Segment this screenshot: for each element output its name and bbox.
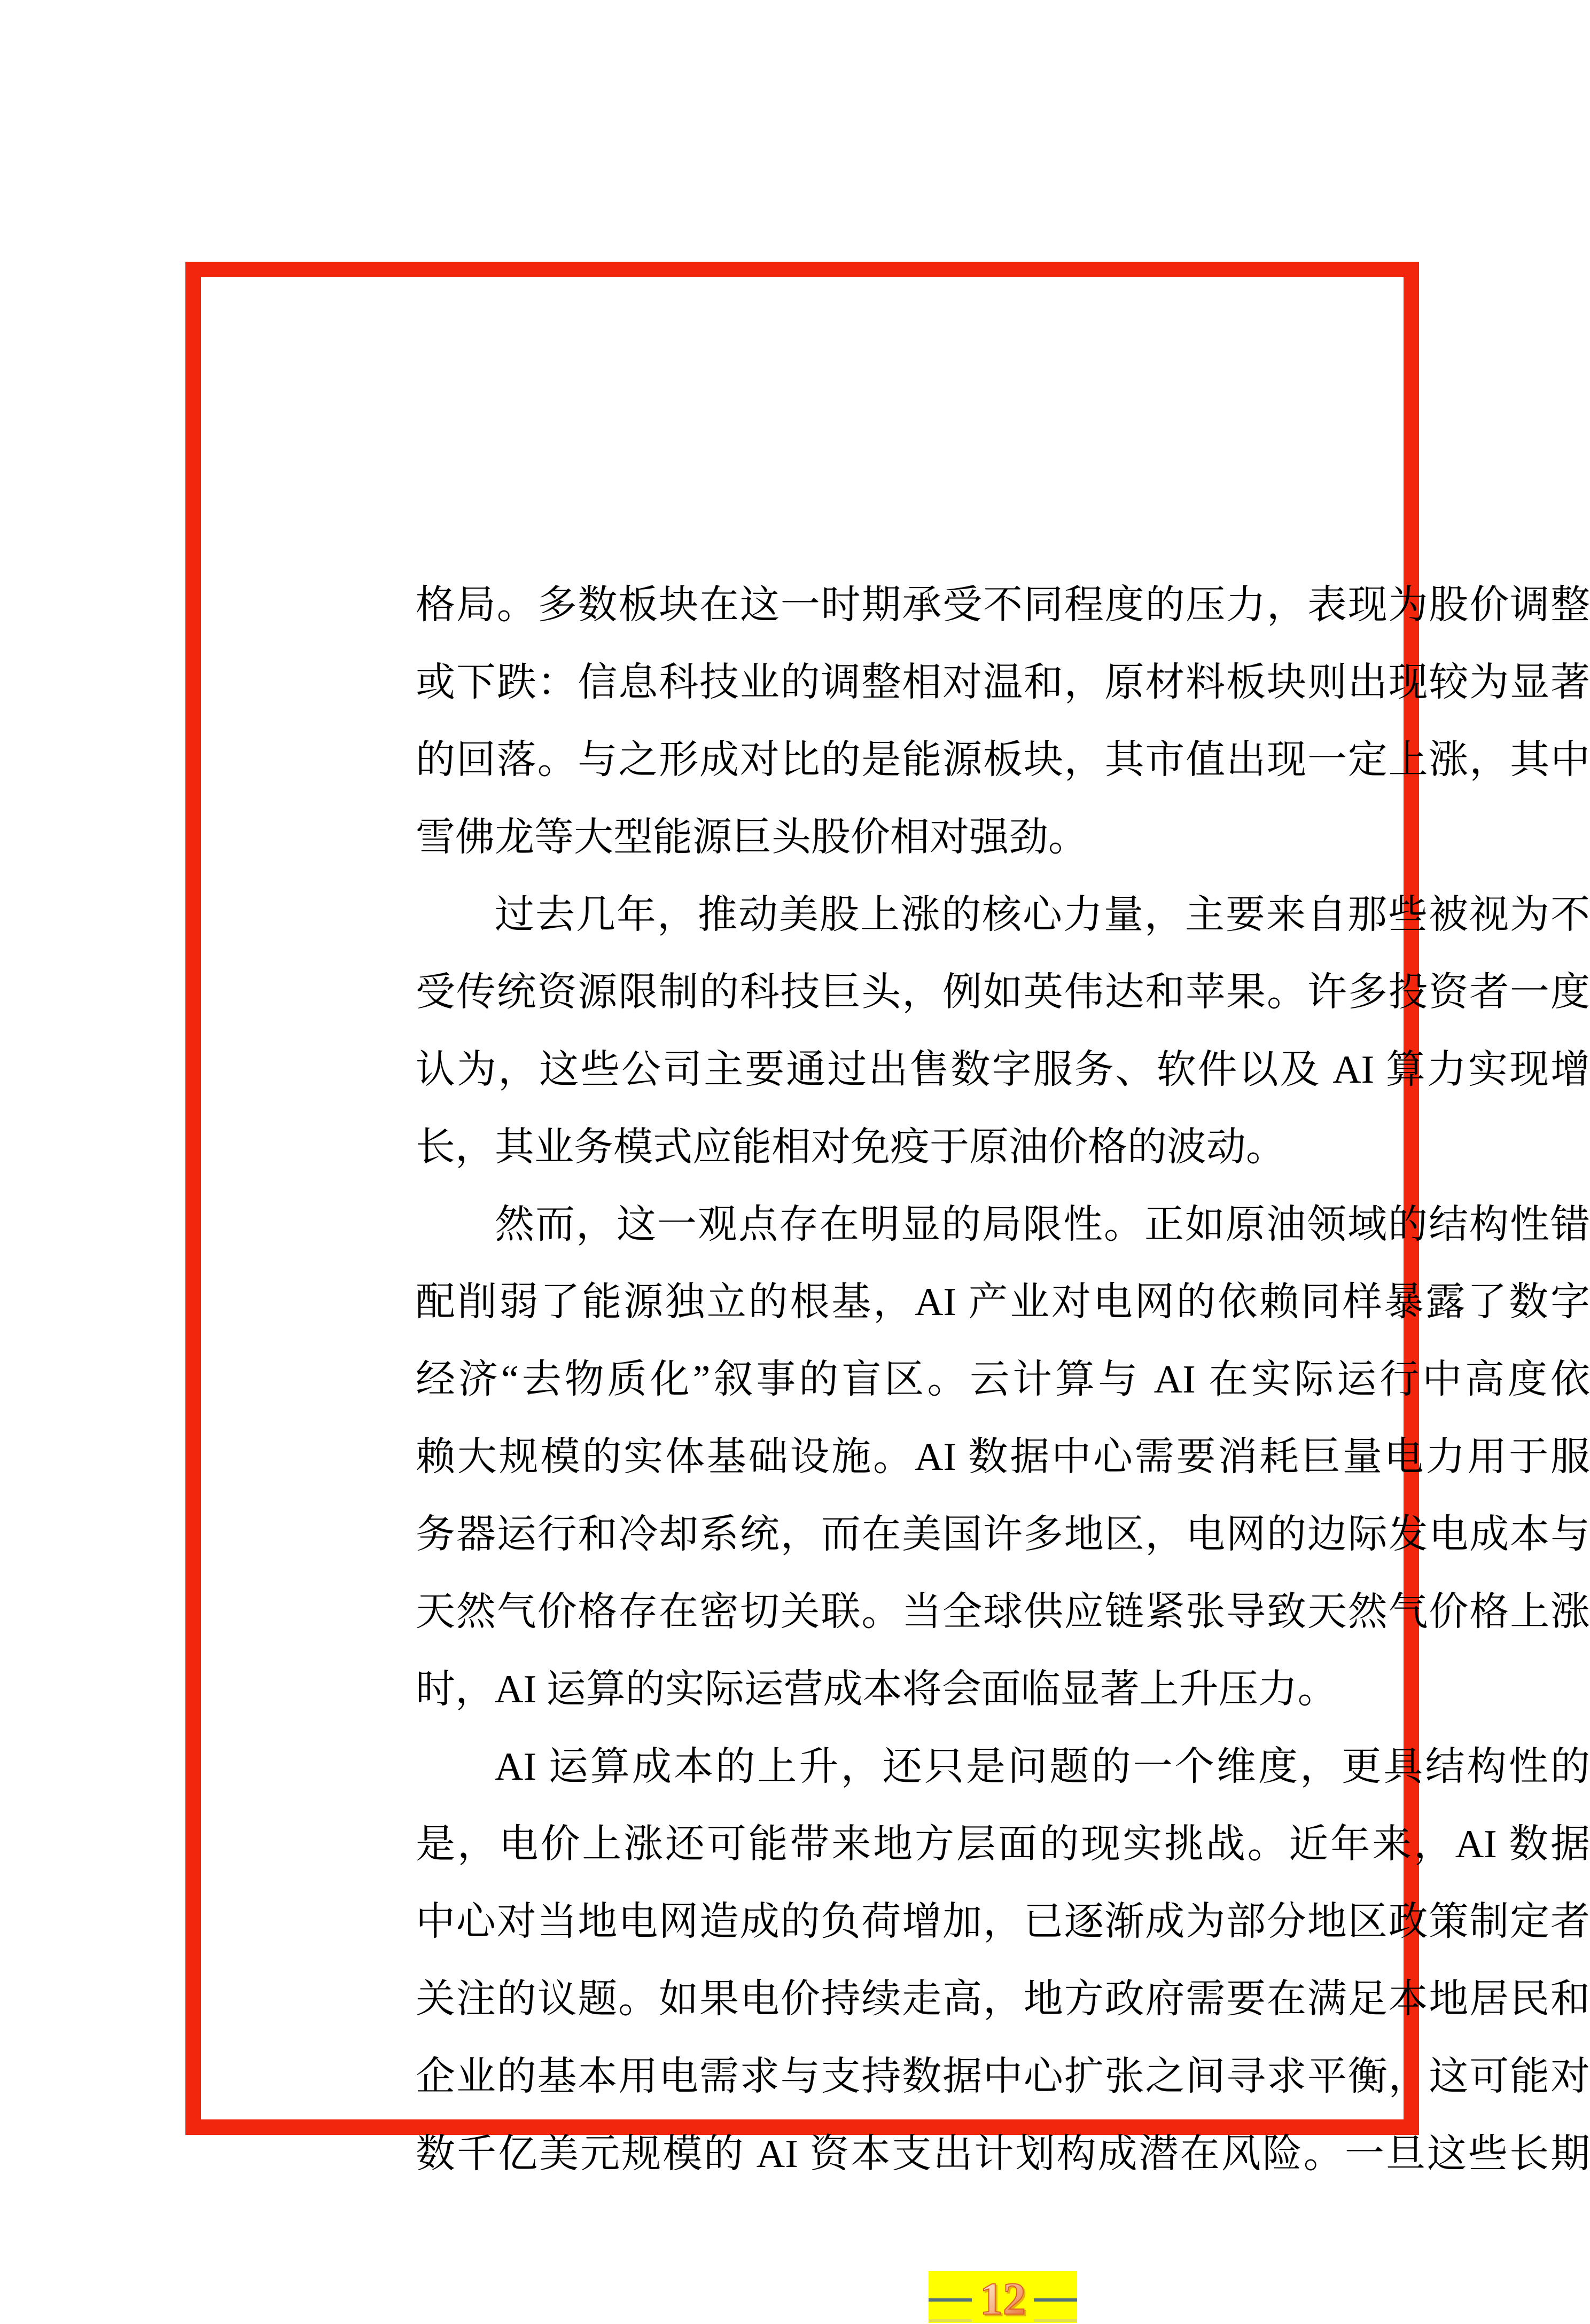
page-number-highlight (929, 2271, 1077, 2323)
red-border-frame (185, 262, 1590, 2324)
text-line: 雪佛龙等大型能源巨头股价相对强劲。 (416, 816, 1088, 859)
text-line: 格局。多数板块在这一时期承受不同程度的压力，表现为股价调整 (416, 583, 1590, 627)
text-line: 关注的议题。如果电价持续走高，地方政府需要在满足本地居民和 (416, 1977, 1590, 2021)
text-line: 企业的基本用电需求与支持数据中心扩张之间寻求平衡，这可能对 (416, 2055, 1590, 2099)
text-line: 数千亿美元规模的 AI 资本支出计划构成潜在风险。一旦这些长期 (416, 2132, 1590, 2176)
text-line: 然而，这一观点存在明显的局限性。正如原油领域的结构性错 (495, 1203, 1590, 1247)
text-line: 受传统资源限制的科技巨头，例如英伟达和苹果。许多投资者一度 (416, 971, 1590, 1014)
text-line: 配削弱了能源独立的根基，AI 产业对电网的依赖同样暴露了数字 (416, 1280, 1590, 1324)
text-line: 时，AI 运算的实际运营成本将会面临显著上升压力。 (416, 1668, 1337, 1711)
text-line: 认为，这些公司主要通过出售数字服务、软件以及 AI 算力实现增 (416, 1048, 1590, 1092)
text-line: 过去几年，推动美股上涨的核心力量，主要来自那些被视为不 (495, 893, 1590, 937)
text-line: 赖大规模的实体基础设施。AI 数据中心需要消耗巨量电力用于服 (416, 1435, 1590, 1479)
text-line: 长，其业务模式应能相对免疫于原油价格的波动。 (416, 1125, 1285, 1169)
page-number: 12 (929, 2275, 1077, 2321)
body-text (416, 567, 1590, 2193)
text-line: 的回落。与之形成对比的是能源板块，其市值出现一定上涨，其中 (416, 738, 1590, 782)
text-line: 或下跌：信息科技业的调整相对温和，原材料板块则出现较为显著 (416, 661, 1590, 705)
text-line: 中心对当地电网造成的负荷增加，已逐渐成为部分地区政策制定者 (416, 1900, 1590, 1944)
text-line: AI 运算成本的上升，还只是问题的一个维度，更具结构性的 (495, 1745, 1590, 1789)
text-line: 务器运行和冷却系统，而在美国许多地区，电网的边际发电成本与 (416, 1513, 1590, 1556)
text-line: 是，电价上涨还可能带来地方层面的现实挑战。近年来，AI 数据 (416, 1822, 1590, 1866)
text-line: 经济“去物质化”叙事的盲区。云计算与 AI 在实际运行中高度依 (416, 1358, 1590, 1402)
text-line: 天然气价格存在密切关联。当全球供应链紧张导致天然气价格上涨 (416, 1590, 1590, 1634)
